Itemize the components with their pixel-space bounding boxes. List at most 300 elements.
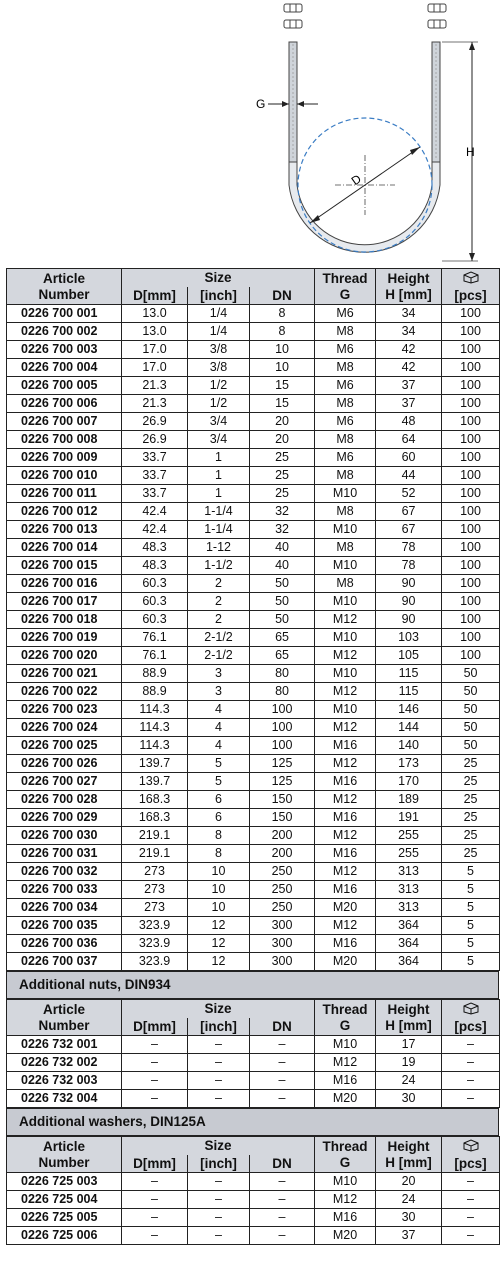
pcs-cell: – — [442, 1227, 500, 1245]
header-size: Size — [122, 1000, 315, 1019]
d-mm-cell: – — [122, 1191, 188, 1209]
table-row — [7, 935, 500, 953]
pcs-cell: 50 — [442, 683, 500, 701]
dn-cell: – — [250, 1054, 315, 1072]
thread-cell: M12 — [315, 863, 376, 881]
table-row — [7, 917, 500, 935]
dn-cell: 40 — [250, 539, 315, 557]
height-cell: 20 — [376, 1173, 442, 1191]
d-mm-cell: 323.9 — [122, 935, 188, 953]
height-cell: 17 — [376, 1036, 442, 1054]
header-d-mm: D[mm] — [122, 287, 188, 305]
table-row — [7, 341, 500, 359]
d-mm-cell: 33.7 — [122, 485, 188, 503]
height-cell: 90 — [376, 611, 442, 629]
dn-cell: 50 — [250, 593, 315, 611]
d-mm-cell: – — [122, 1054, 188, 1072]
dn-cell: 40 — [250, 557, 315, 575]
article-number-cell: 0226 700 034 — [7, 899, 122, 917]
header-dn: DN — [250, 1155, 315, 1173]
height-cell: 19 — [376, 1054, 442, 1072]
d-mm-cell: 76.1 — [122, 647, 188, 665]
pcs-cell: 100 — [442, 593, 500, 611]
table-row — [7, 737, 500, 755]
washers-table — [6, 1136, 500, 1245]
height-cell: 60 — [376, 449, 442, 467]
dn-cell: 32 — [250, 503, 315, 521]
dn-cell: – — [250, 1090, 315, 1108]
inch-cell: 3/4 — [188, 431, 250, 449]
height-cell: 191 — [376, 809, 442, 827]
dn-cell: 15 — [250, 377, 315, 395]
main-table-body — [7, 305, 500, 971]
header-pcs: [pcs] — [442, 1137, 500, 1173]
thread-cell: M12 — [315, 755, 376, 773]
thread-cell: M10 — [315, 593, 376, 611]
d-mm-cell: 323.9 — [122, 917, 188, 935]
label-g: G — [256, 97, 266, 111]
inch-cell: 3 — [188, 665, 250, 683]
dn-cell: 150 — [250, 809, 315, 827]
height-cell: 34 — [376, 305, 442, 323]
thread-cell: M20 — [315, 953, 376, 971]
article-number-cell: 0226 700 019 — [7, 629, 122, 647]
inch-cell: – — [188, 1054, 250, 1072]
thread-cell: M8 — [315, 467, 376, 485]
height-cell: 313 — [376, 899, 442, 917]
article-number-cell: 0226 700 017 — [7, 593, 122, 611]
table-row — [7, 539, 500, 557]
article-number-cell: 0226 700 002 — [7, 323, 122, 341]
d-mm-cell: 168.3 — [122, 791, 188, 809]
dn-cell: – — [250, 1173, 315, 1191]
inch-cell: 6 — [188, 791, 250, 809]
inch-cell: 12 — [188, 953, 250, 971]
inch-cell: – — [188, 1191, 250, 1209]
d-mm-cell: 88.9 — [122, 683, 188, 701]
article-number-cell: 0226 732 003 — [7, 1072, 122, 1090]
dn-cell: 250 — [250, 863, 315, 881]
article-number-cell: 0226 700 007 — [7, 413, 122, 431]
table-row — [7, 377, 500, 395]
inch-cell: 1/4 — [188, 323, 250, 341]
header-pcs: [pcs] — [442, 269, 500, 305]
pcs-cell: – — [442, 1173, 500, 1191]
table-row — [7, 701, 500, 719]
header-d-mm: D[mm] — [122, 1155, 188, 1173]
inch-cell: – — [188, 1036, 250, 1054]
box-icon — [460, 1138, 482, 1152]
header-height: Height H [mm] — [376, 1137, 442, 1173]
table-row — [7, 1036, 500, 1054]
nut-right-icon — [428, 4, 446, 28]
header-dn: DN — [250, 287, 315, 305]
inch-cell: 3/4 — [188, 413, 250, 431]
pcs-cell: 5 — [442, 953, 500, 971]
pcs-cell: 50 — [442, 737, 500, 755]
article-number-cell: 0226 700 028 — [7, 791, 122, 809]
article-number-cell: 0226 700 031 — [7, 845, 122, 863]
height-cell: 105 — [376, 647, 442, 665]
inch-cell: – — [188, 1173, 250, 1191]
table-row — [7, 683, 500, 701]
dn-cell: 250 — [250, 899, 315, 917]
table-row — [7, 1090, 500, 1108]
thread-cell: M10 — [315, 1173, 376, 1191]
article-number-cell: 0226 700 036 — [7, 935, 122, 953]
dn-cell: 10 — [250, 359, 315, 377]
table-row — [7, 845, 500, 863]
article-number-cell: 0226 725 006 — [7, 1227, 122, 1245]
thread-cell: M12 — [315, 827, 376, 845]
inch-cell: 1 — [188, 449, 250, 467]
d-mm-cell: – — [122, 1036, 188, 1054]
dn-cell: 100 — [250, 737, 315, 755]
height-cell: 189 — [376, 791, 442, 809]
thread-cell: M8 — [315, 431, 376, 449]
pcs-cell: 50 — [442, 701, 500, 719]
height-cell: 37 — [376, 395, 442, 413]
u-bolt-body — [289, 162, 440, 252]
thread-cell: M16 — [315, 935, 376, 953]
article-number-cell: 0226 700 009 — [7, 449, 122, 467]
dn-cell: 8 — [250, 323, 315, 341]
header-size: Size — [122, 269, 315, 288]
height-cell: 24 — [376, 1072, 442, 1090]
header-thread: Thread G — [315, 1137, 376, 1173]
inch-cell: 1/4 — [188, 305, 250, 323]
inch-cell: 2 — [188, 593, 250, 611]
thread-cell: M8 — [315, 359, 376, 377]
pcs-cell: 100 — [442, 359, 500, 377]
article-number-cell: 0226 700 023 — [7, 701, 122, 719]
article-number-cell: 0226 732 001 — [7, 1036, 122, 1054]
d-mm-cell: 273 — [122, 863, 188, 881]
article-number-cell: 0226 700 027 — [7, 773, 122, 791]
article-number-cell: 0226 700 024 — [7, 719, 122, 737]
height-cell: 67 — [376, 521, 442, 539]
header-inch: [inch] — [188, 287, 250, 305]
dn-cell: 80 — [250, 665, 315, 683]
pcs-cell: 25 — [442, 791, 500, 809]
height-cell: 52 — [376, 485, 442, 503]
header-height: Height H [mm] — [376, 269, 442, 305]
pcs-cell: 100 — [442, 629, 500, 647]
thread-cell: M12 — [315, 683, 376, 701]
table-row — [7, 1227, 500, 1245]
height-cell: 64 — [376, 431, 442, 449]
pcs-cell: 100 — [442, 539, 500, 557]
thread-cell: M16 — [315, 845, 376, 863]
dn-cell: – — [250, 1191, 315, 1209]
header-article-number: Article Number — [7, 269, 122, 305]
dn-cell: 300 — [250, 917, 315, 935]
dn-cell: 125 — [250, 773, 315, 791]
d-mm-cell: – — [122, 1072, 188, 1090]
d-mm-cell: 323.9 — [122, 953, 188, 971]
dn-cell: 25 — [250, 467, 315, 485]
article-number-cell: 0226 700 021 — [7, 665, 122, 683]
height-cell: 255 — [376, 827, 442, 845]
pcs-cell: 5 — [442, 863, 500, 881]
pcs-cell: 50 — [442, 665, 500, 683]
thread-cell: M12 — [315, 647, 376, 665]
pcs-cell: 5 — [442, 917, 500, 935]
article-number-cell: 0226 700 016 — [7, 575, 122, 593]
pcs-cell: 100 — [442, 521, 500, 539]
inch-cell: 12 — [188, 935, 250, 953]
pcs-cell: – — [442, 1090, 500, 1108]
d-mm-cell: – — [122, 1173, 188, 1191]
pcs-cell: 25 — [442, 845, 500, 863]
article-number-cell: 0226 700 004 — [7, 359, 122, 377]
d-mm-cell: 17.0 — [122, 359, 188, 377]
thread-cell: M10 — [315, 1036, 376, 1054]
thread-cell: M10 — [315, 485, 376, 503]
header-thread: Thread G — [315, 1000, 376, 1036]
d-mm-cell: 219.1 — [122, 845, 188, 863]
inch-cell: 1/2 — [188, 377, 250, 395]
inch-cell: 3/8 — [188, 341, 250, 359]
pcs-cell: 100 — [442, 575, 500, 593]
inch-cell: 4 — [188, 701, 250, 719]
height-cell: 144 — [376, 719, 442, 737]
thread-cell: M8 — [315, 323, 376, 341]
inch-cell: 1/2 — [188, 395, 250, 413]
dn-cell: 250 — [250, 881, 315, 899]
d-mm-cell: 26.9 — [122, 431, 188, 449]
inch-cell: 6 — [188, 809, 250, 827]
article-number-cell: 0226 700 033 — [7, 881, 122, 899]
inch-cell: 4 — [188, 719, 250, 737]
height-cell: 42 — [376, 341, 442, 359]
d-mm-cell: 21.3 — [122, 395, 188, 413]
table-row — [7, 827, 500, 845]
table-row — [7, 1173, 500, 1191]
thread-cell: M6 — [315, 341, 376, 359]
dn-cell: – — [250, 1072, 315, 1090]
inch-cell: – — [188, 1090, 250, 1108]
nuts-table-body — [7, 1036, 500, 1108]
thread-cell: M10 — [315, 629, 376, 647]
article-number-cell: 0226 725 005 — [7, 1209, 122, 1227]
article-number-cell: 0226 700 026 — [7, 755, 122, 773]
pcs-cell: 100 — [442, 611, 500, 629]
header-height: Height H [mm] — [376, 1000, 442, 1036]
thread-cell: M6 — [315, 377, 376, 395]
dn-cell: 25 — [250, 449, 315, 467]
washers-table-body — [7, 1173, 500, 1245]
inch-cell: – — [188, 1072, 250, 1090]
table-row — [7, 881, 500, 899]
inch-cell: 2-1/2 — [188, 629, 250, 647]
inch-cell: 1-1/2 — [188, 557, 250, 575]
header-d-mm: D[mm] — [122, 1018, 188, 1036]
dn-cell: 65 — [250, 647, 315, 665]
d-mm-cell: 42.4 — [122, 503, 188, 521]
pcs-cell: 100 — [442, 305, 500, 323]
table-row — [7, 773, 500, 791]
pcs-cell: 100 — [442, 557, 500, 575]
dn-cell: 300 — [250, 935, 315, 953]
height-cell: 67 — [376, 503, 442, 521]
header-article-number: Article Number — [7, 1137, 122, 1173]
table-row — [7, 395, 500, 413]
height-cell: 30 — [376, 1209, 442, 1227]
header-size: Size — [122, 1137, 315, 1156]
d-mm-cell: 60.3 — [122, 611, 188, 629]
dn-cell: – — [250, 1209, 315, 1227]
table-row — [7, 791, 500, 809]
article-number-cell: 0226 700 018 — [7, 611, 122, 629]
pcs-cell: 100 — [442, 395, 500, 413]
article-number-cell: 0226 700 020 — [7, 647, 122, 665]
height-cell: 115 — [376, 683, 442, 701]
inch-cell: 5 — [188, 755, 250, 773]
table-row — [7, 305, 500, 323]
article-number-cell: 0226 700 010 — [7, 467, 122, 485]
d-mm-cell: 21.3 — [122, 377, 188, 395]
nut-left-icon — [284, 4, 302, 28]
height-cell: 115 — [376, 665, 442, 683]
d-mm-cell: 114.3 — [122, 737, 188, 755]
dn-cell: 25 — [250, 485, 315, 503]
pcs-cell: 100 — [442, 413, 500, 431]
header-inch: [inch] — [188, 1018, 250, 1036]
inch-cell: 2-1/2 — [188, 647, 250, 665]
d-mm-cell: 76.1 — [122, 629, 188, 647]
d-mm-cell: 42.4 — [122, 521, 188, 539]
d-mm-cell: 273 — [122, 899, 188, 917]
article-number-cell: 0226 700 025 — [7, 737, 122, 755]
height-cell: 255 — [376, 845, 442, 863]
thread-cell: M20 — [315, 899, 376, 917]
pcs-cell: – — [442, 1054, 500, 1072]
height-cell: 37 — [376, 1227, 442, 1245]
dn-cell: 80 — [250, 683, 315, 701]
thread-cell: M12 — [315, 719, 376, 737]
thread-cell: M8 — [315, 575, 376, 593]
nuts-section-title: Additional nuts, DIN934 — [6, 971, 499, 999]
pcs-cell: 100 — [442, 449, 500, 467]
height-cell: 364 — [376, 917, 442, 935]
d-mm-cell: 13.0 — [122, 305, 188, 323]
table-row — [7, 431, 500, 449]
pcs-cell: – — [442, 1209, 500, 1227]
table-row — [7, 647, 500, 665]
washers-section-title: Additional washers, DIN125A — [6, 1108, 499, 1136]
d-mm-cell: 26.9 — [122, 413, 188, 431]
inch-cell: 10 — [188, 899, 250, 917]
inch-cell: 1-1/4 — [188, 503, 250, 521]
inch-cell: – — [188, 1209, 250, 1227]
inch-cell: 3 — [188, 683, 250, 701]
label-d: D — [348, 171, 364, 189]
label-h: H — [466, 145, 475, 159]
thread-cell: M6 — [315, 413, 376, 431]
thread-cell: M20 — [315, 1227, 376, 1245]
thread-cell: M12 — [315, 791, 376, 809]
article-number-cell: 0226 700 008 — [7, 431, 122, 449]
u-bolt-diagram — [0, 0, 503, 268]
d-mm-cell: – — [122, 1209, 188, 1227]
pcs-cell: 5 — [442, 881, 500, 899]
thread-cell: M12 — [315, 917, 376, 935]
pcs-cell: 5 — [442, 935, 500, 953]
article-number-cell: 0226 700 011 — [7, 485, 122, 503]
height-cell: 313 — [376, 881, 442, 899]
dn-cell: 65 — [250, 629, 315, 647]
thread-cell: M16 — [315, 773, 376, 791]
thread-cell: M6 — [315, 305, 376, 323]
article-number-cell: 0226 700 005 — [7, 377, 122, 395]
inch-cell: 1-1/4 — [188, 521, 250, 539]
article-number-cell: 0226 700 003 — [7, 341, 122, 359]
box-icon — [460, 270, 482, 284]
d-mm-cell: 114.3 — [122, 701, 188, 719]
table-row — [7, 467, 500, 485]
inch-cell: 1 — [188, 485, 250, 503]
pcs-cell: 100 — [442, 323, 500, 341]
dn-cell: 10 — [250, 341, 315, 359]
pcs-cell: 100 — [442, 503, 500, 521]
height-cell: 42 — [376, 359, 442, 377]
thread-cell: M16 — [315, 1072, 376, 1090]
pcs-cell: 100 — [442, 341, 500, 359]
height-cell: 90 — [376, 593, 442, 611]
d-mm-cell: 60.3 — [122, 575, 188, 593]
inch-cell: 5 — [188, 773, 250, 791]
article-number-cell: 0226 700 014 — [7, 539, 122, 557]
inch-cell: 10 — [188, 863, 250, 881]
thread-cell: M6 — [315, 449, 376, 467]
d-mm-cell: 33.7 — [122, 449, 188, 467]
inch-cell: – — [188, 1227, 250, 1245]
d-mm-cell: 33.7 — [122, 467, 188, 485]
thread-cell: M10 — [315, 701, 376, 719]
article-number-cell: 0226 700 015 — [7, 557, 122, 575]
height-cell: 170 — [376, 773, 442, 791]
pcs-cell: 25 — [442, 773, 500, 791]
pcs-cell: – — [442, 1036, 500, 1054]
height-cell: 364 — [376, 953, 442, 971]
nuts-table-header — [7, 1000, 500, 1036]
dn-cell: 50 — [250, 611, 315, 629]
article-number-cell: 0226 700 022 — [7, 683, 122, 701]
article-number-cell: 0226 700 012 — [7, 503, 122, 521]
main-article-table — [6, 268, 500, 971]
pcs-cell: 100 — [442, 647, 500, 665]
inch-cell: 3/8 — [188, 359, 250, 377]
height-cell: 103 — [376, 629, 442, 647]
d-mm-cell: 48.3 — [122, 539, 188, 557]
height-cell: 37 — [376, 377, 442, 395]
table-row — [7, 1209, 500, 1227]
height-cell: 313 — [376, 863, 442, 881]
header-dn: DN — [250, 1018, 315, 1036]
dn-cell: 8 — [250, 305, 315, 323]
height-cell: 48 — [376, 413, 442, 431]
d-mm-cell: 139.7 — [122, 773, 188, 791]
d-mm-cell: 13.0 — [122, 323, 188, 341]
inch-cell: 8 — [188, 845, 250, 863]
d-mm-cell: 114.3 — [122, 719, 188, 737]
thread-cell: M16 — [315, 881, 376, 899]
pcs-cell: 25 — [442, 809, 500, 827]
d-mm-cell: 273 — [122, 881, 188, 899]
d-mm-cell: 139.7 — [122, 755, 188, 773]
article-tables — [6, 268, 499, 1245]
